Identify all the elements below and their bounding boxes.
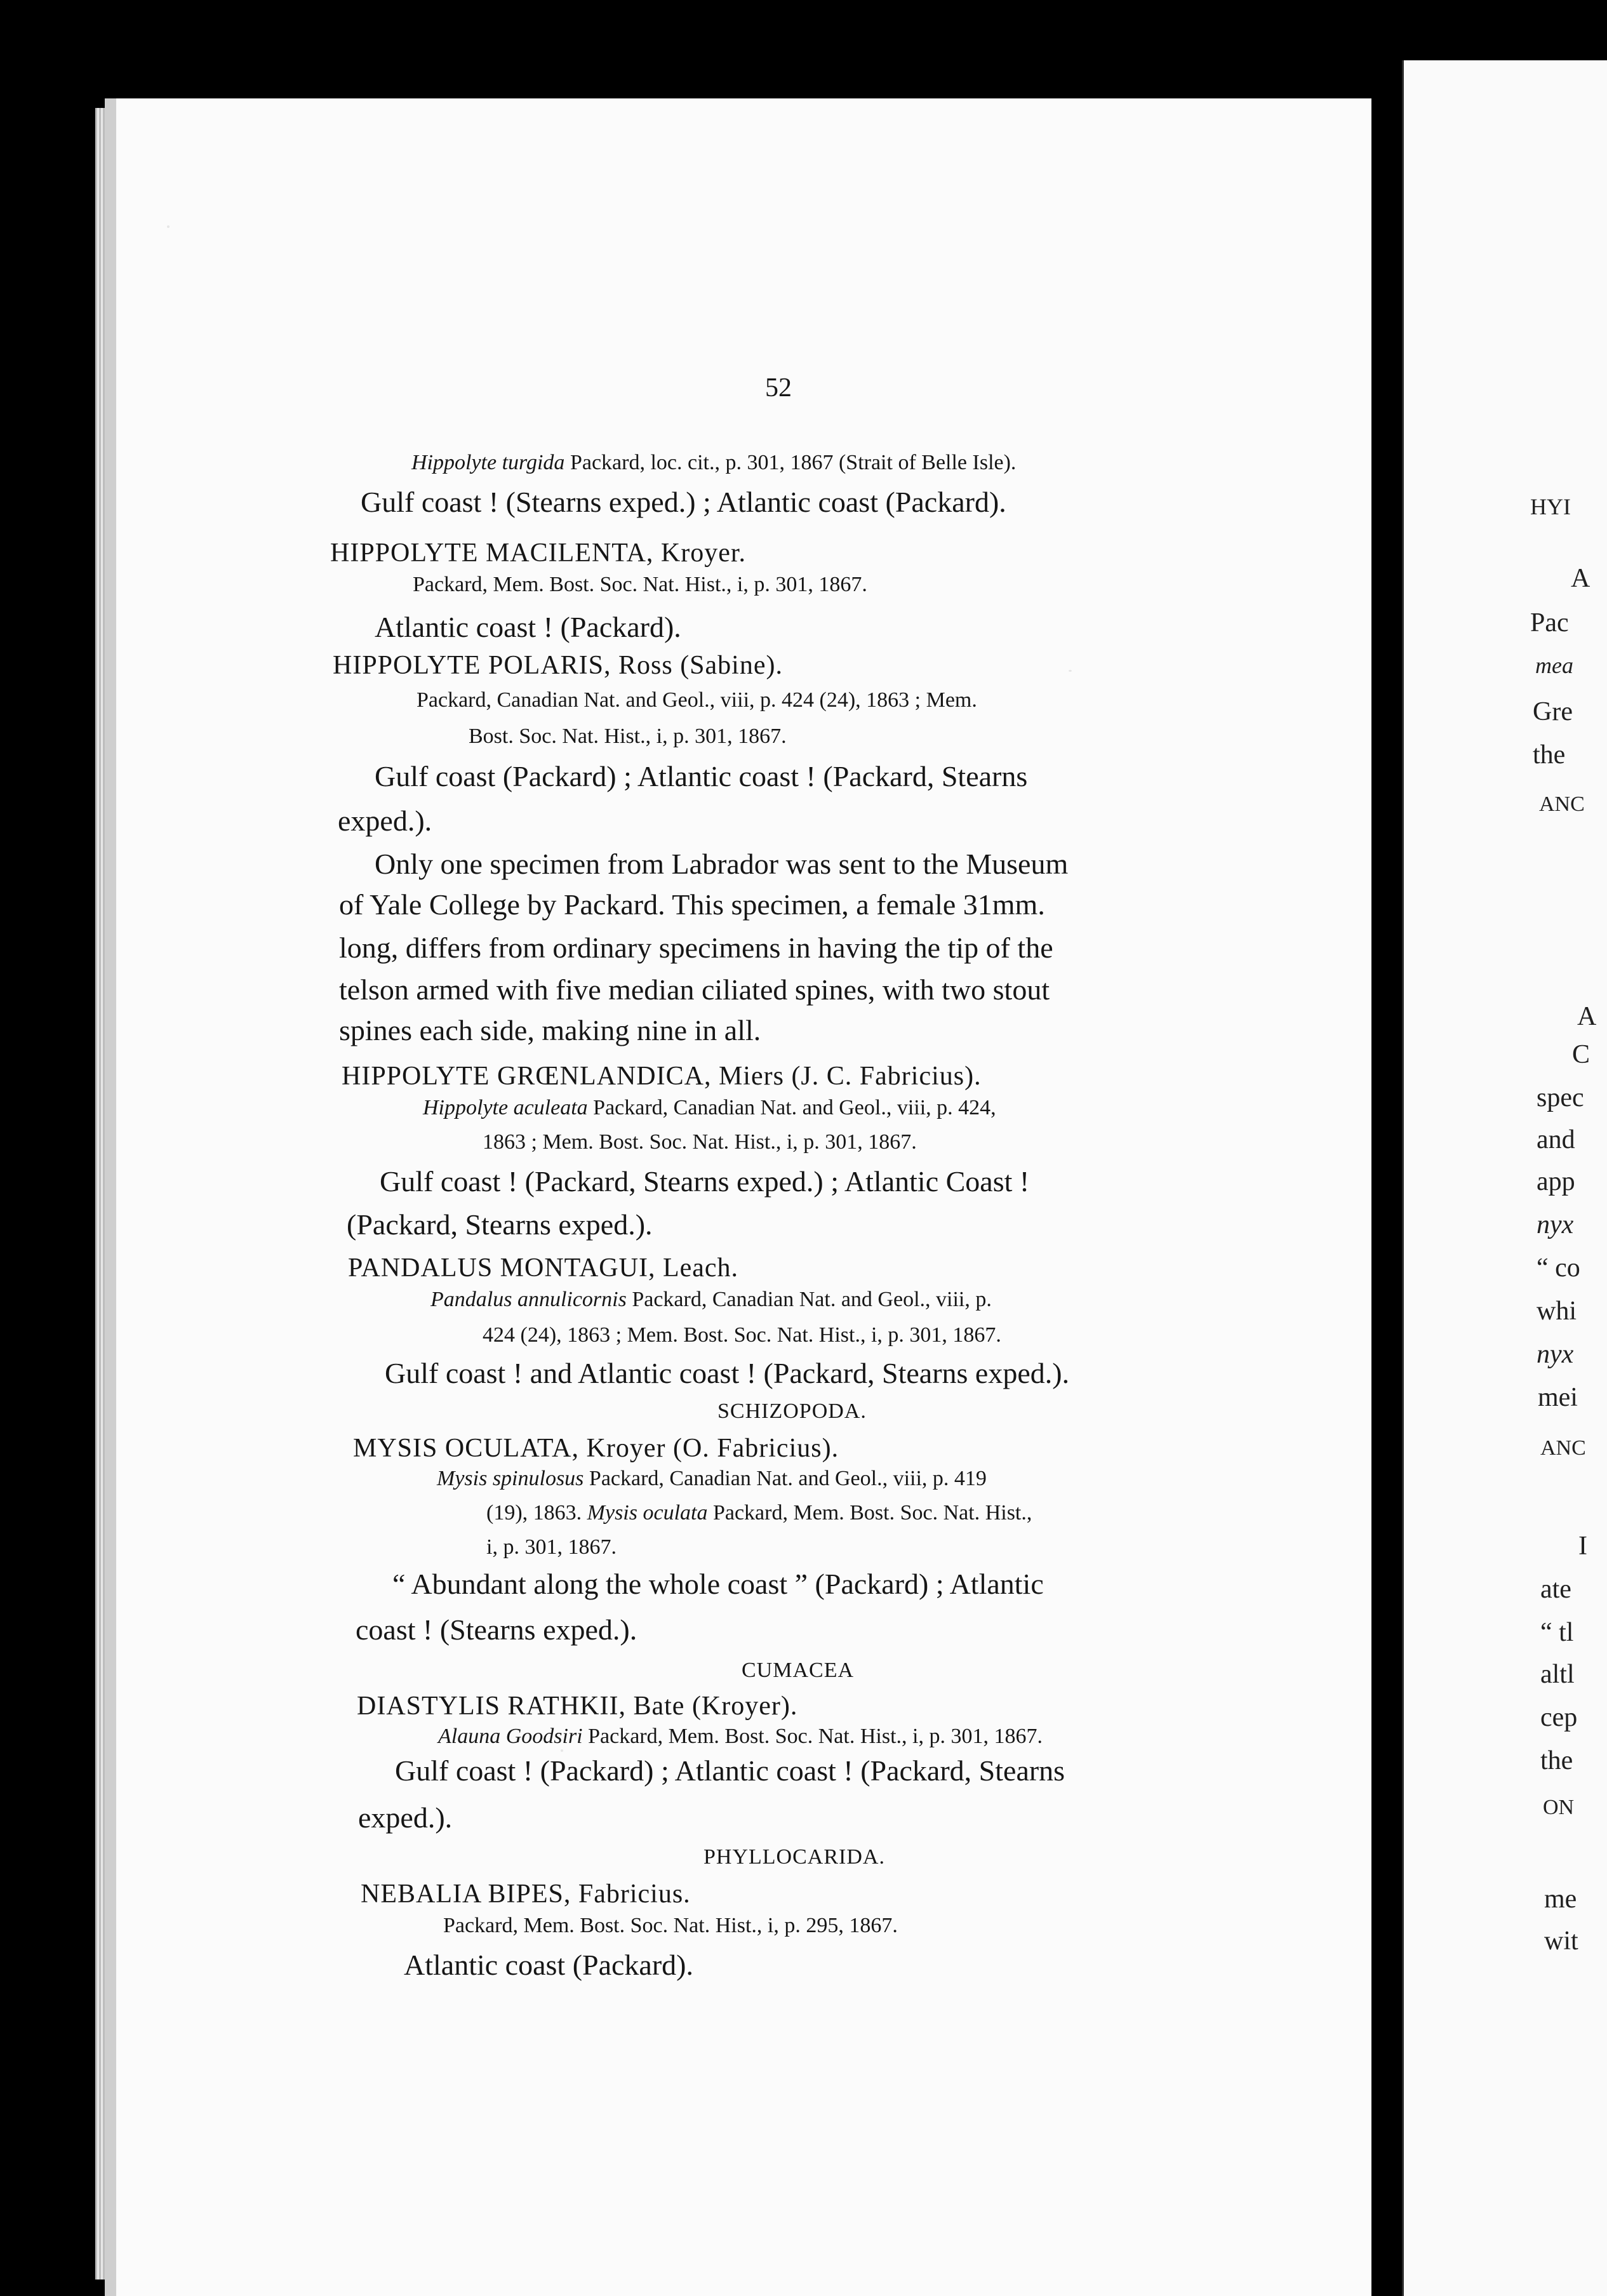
facing-text-fragment: and: [1537, 1125, 1575, 1154]
line-citation: 1863 ; Mem. Bost. Soc. Nat. Hist., i, p. 301, 1867.: [483, 1130, 917, 1154]
facing-text-fragment: altl: [1540, 1660, 1575, 1689]
facing-text-fragment: whi: [1537, 1297, 1577, 1326]
facing-text-fragment: spec: [1537, 1083, 1584, 1112]
line-citation: i, p. 301, 1867.: [486, 1535, 617, 1559]
facing-text-fragment: ANC: [1540, 1436, 1586, 1460]
facing-page: [1402, 60, 1607, 2296]
facing-text-fragment: nyx: [1537, 1210, 1574, 1239]
line-citation: 424 (24), 1863 ; Mem. Bost. Soc. Nat. Hist., i, p. 301, 1867.: [483, 1323, 1001, 1347]
line-citation: Packard, Canadian Nat. and Geol., viii, p. 424 (24), 1863 ; Mem.: [417, 688, 977, 712]
facing-text-fragment: me: [1544, 1885, 1577, 1914]
line-distribution: Gulf coast ! and Atlantic coast ! (Packard, Stearns exped.).: [385, 1357, 1070, 1389]
facing-text-fragment: “ co: [1537, 1253, 1580, 1283]
line-citation: Packard, Mem. Bost. Soc. Nat. Hist., i, p. 295, 1867.: [443, 1914, 898, 1937]
species-heading: DIASTYLIS RATHKII, Bate (Kroyer).: [357, 1692, 798, 1721]
line-distribution: coast ! (Stearns exped.).: [356, 1613, 637, 1646]
facing-text-fragment: the: [1540, 1746, 1573, 1775]
line-synonym: Mysis spinulosus Packard, Canadian Nat. and Geol., viii, p. 419: [437, 1467, 987, 1490]
facing-text-fragment: ate: [1540, 1575, 1571, 1604]
line-note: telson armed with five median ciliated spines, with two stout: [339, 973, 1050, 1006]
section-heading-phyllocarida: PHYLLOCARIDA.: [703, 1845, 885, 1869]
line-distribution: Gulf coast ! (Packard, Stearns exped.) ; Atlantic Coast !: [380, 1165, 1030, 1198]
facing-text-fragment: Pac: [1530, 608, 1569, 637]
line-synonym: (19), 1863. Mysis oculata Packard, Mem. Bost. Soc. Nat. Hist.,: [486, 1501, 1032, 1525]
facing-text-fragment: mei: [1538, 1383, 1578, 1412]
section-heading-cumacea: CUMACEA: [742, 1659, 855, 1682]
line-note: long, differs from ordinary specimens in having the tip of the: [339, 931, 1053, 964]
facing-text-fragment: nyx: [1537, 1340, 1574, 1369]
section-heading-schizopoda: SCHIZOPODA.: [717, 1399, 867, 1423]
species-heading: HIPPOLYTE POLARIS, Ross (Sabine).: [333, 651, 783, 680]
facing-text-fragment: Gre: [1533, 697, 1573, 726]
species-heading: HIPPOLYTE GRŒNLANDICA, Miers (J. C. Fabricius).: [342, 1062, 982, 1091]
facing-text-fragment: I: [1578, 1532, 1587, 1561]
line-distribution: Gulf coast (Packard) ; Atlantic coast ! (Packard, Stearns: [375, 760, 1028, 792]
line-distribution: Gulf coast ! (Packard) ; Atlantic coast ! (Packard, Stearns: [395, 1754, 1065, 1787]
facing-text-fragment: C: [1572, 1040, 1590, 1069]
line-distribution: exped.).: [338, 804, 432, 837]
line-synonym: Pandalus annulicornis Packard, Canadian Nat. and Geol., viii, p.: [430, 1288, 992, 1311]
line-note: of Yale College by Packard. This specimen, a female 31mm.: [339, 888, 1045, 921]
line-citation: Bost. Soc. Nat. Hist., i, p. 301, 1867.: [469, 724, 787, 748]
line-note: spines each side, making nine in all.: [339, 1014, 761, 1046]
facing-text-fragment: “ tl: [1540, 1618, 1574, 1647]
line-distribution: (Packard, Stearns exped.).: [347, 1208, 653, 1241]
facing-text-fragment: mea: [1535, 653, 1573, 678]
page-number: 52: [765, 373, 792, 403]
facing-text-fragment: cep: [1540, 1703, 1578, 1732]
facing-text-fragment: A: [1571, 564, 1590, 593]
line-distribution: “ Abundant along the whole coast ” (Packard) ; Atlantic: [392, 1568, 1044, 1600]
facing-text-fragment: ANC: [1539, 792, 1585, 816]
facing-text-fragment: ON: [1543, 1796, 1575, 1819]
species-heading: PANDALUS MONTAGUI, Leach.: [348, 1253, 739, 1283]
line-note: Only one specimen from Labrador was sent to the Museum: [375, 848, 1069, 880]
species-heading: NEBALIA BIPES, Fabricius.: [361, 1879, 691, 1909]
facing-text-fragment: HYI: [1530, 494, 1571, 519]
line-distribution: Atlantic coast ! (Packard).: [375, 611, 681, 643]
facing-text-fragment: wit: [1544, 1926, 1578, 1956]
line-synonym: Hippolyte aculeata Packard, Canadian Nat. and Geol., viii, p. 424,: [423, 1096, 996, 1119]
line-citation: Packard, Mem. Bost. Soc. Nat. Hist., i, p. 301, 1867.: [413, 573, 867, 596]
line-synonym: Alauna Goodsiri Packard, Mem. Bost. Soc. Nat. Hist., i, p. 301, 1867.: [438, 1725, 1043, 1748]
facing-text-fragment: app: [1537, 1167, 1575, 1196]
species-heading: MYSIS OCULATA, Kroyer (O. Fabricius).: [353, 1434, 839, 1463]
line-hippolyte-turgida: Hippolyte turgida Packard, loc. cit., p. 301, 1867 (Strait of Belle Isle).: [411, 451, 1017, 474]
line-distribution: Atlantic coast (Packard).: [404, 1949, 693, 1981]
line-distribution: exped.).: [358, 1801, 453, 1834]
facing-text-fragment: the: [1533, 740, 1566, 770]
species-heading: HIPPOLYTE MACILENTA, Kroyer.: [330, 538, 747, 568]
line-distribution: Gulf coast ! (Stearns exped.) ; Atlantic coast (Packard).: [361, 486, 1006, 518]
facing-text-fragment: A: [1577, 1002, 1597, 1031]
